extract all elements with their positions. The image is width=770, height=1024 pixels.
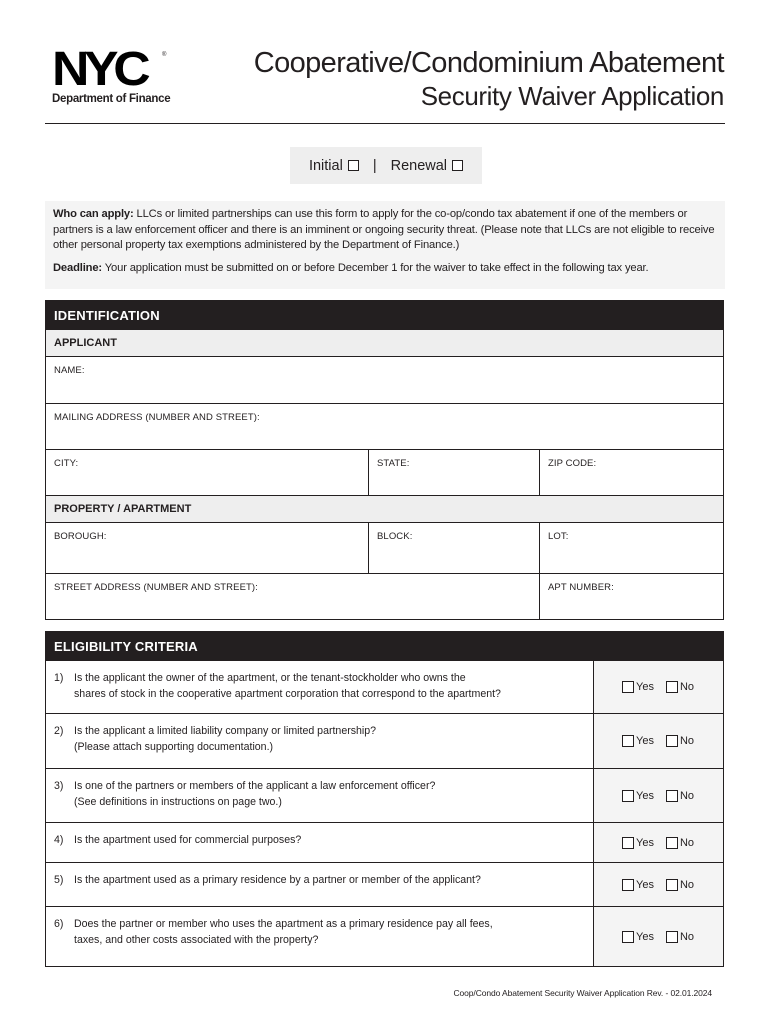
no-label: No [679,836,695,849]
question-text [46,769,594,822]
no-checkbox[interactable] [666,681,678,693]
applicant-heading: APPLICANT [46,330,723,357]
apt-number-field[interactable] [540,574,723,619]
question-number: 6) [54,918,64,930]
mailing-row [46,404,723,450]
eligibility-section [45,631,724,967]
yes-label: Yes [636,836,654,849]
yes-checkbox[interactable] [622,735,634,747]
question-body [74,916,493,966]
borough-block-lot-row [46,523,723,574]
initial-checkbox[interactable] [348,160,359,171]
yes-option [622,879,654,891]
question-row [46,661,723,714]
question-line1: Does the partner or member who uses the apartment as a primary residence pay all fees, [74,918,493,930]
yes-checkbox[interactable] [622,879,634,891]
yes-checkbox[interactable] [622,837,634,849]
no-checkbox[interactable] [666,790,678,802]
renewal-option [391,158,463,174]
form-revision-footer: Coop/Condo Abatement Security Waiver Application Rev. - 02.01.2024 [453,988,712,998]
question-line2: (Please attach supporting documentation.) [74,741,274,753]
no-checkbox[interactable] [666,837,678,849]
yes-label: Yes [636,789,654,802]
question-body: Is the apartment used for commercial purposes? [74,834,302,846]
no-label: No [679,930,695,943]
answer-options [594,907,723,966]
answer-options [594,823,723,862]
yes-checkbox[interactable] [622,681,634,693]
type-separator: | [372,157,377,174]
city-state-zip-row [46,450,723,496]
renewal-label: Renewal [390,157,448,174]
identification-heading: IDENTIFICATION [46,301,723,330]
who-can-apply [53,207,717,254]
question-number: 1) [54,672,64,684]
no-label: No [679,681,695,693]
block-label: BLOCK: [377,531,413,542]
no-option [666,790,694,802]
form-title-line1: Cooperative/Condominium Abatement [253,47,724,79]
no-label: No [679,789,695,802]
no-option [666,735,694,747]
no-option [666,931,694,943]
application-type-box [290,147,482,184]
question-body: Is the apartment used as a primary residence by a partner or member of the applicant? [74,874,481,886]
question-text [46,863,594,906]
yes-label: Yes [636,878,654,891]
name-field[interactable] [46,357,723,403]
deadline-label: Deadline: [53,261,103,274]
question-number: 5) [54,874,64,886]
state-field[interactable] [369,450,540,495]
no-checkbox[interactable] [666,735,678,747]
renewal-checkbox[interactable] [452,160,463,171]
no-option [666,837,694,849]
initial-label: Initial [308,157,343,174]
question-number: 3) [54,780,64,792]
borough-field[interactable] [46,523,369,573]
zip-label: ZIP CODE: [548,458,597,469]
department-name: Department of Finance [52,93,171,105]
name-label: NAME: [54,365,85,376]
question-line2: (See definitions in instructions on page two.) [74,796,282,808]
nyc-logo-mark: NYC [52,43,146,96]
street-apt-row [46,574,723,619]
yes-label: Yes [636,681,654,693]
zip-field[interactable] [540,450,723,495]
yes-option [622,790,654,802]
question-number: 4) [54,834,64,846]
eligibility-heading: ELIGIBILITY CRITERIA [46,632,723,661]
question-row [46,823,723,863]
question-body [74,723,376,768]
yes-checkbox[interactable] [622,790,634,802]
answer-options [594,769,723,822]
question-text [46,661,594,713]
initial-option [309,158,359,174]
answer-options [594,714,723,768]
yes-label: Yes [636,930,654,943]
question-line1: Is one of the partners or members of the applicant a law enforcement officer? [74,780,436,792]
no-label: No [679,878,695,891]
question-line1: Is the applicant a limited liability company or limited partnership? [74,725,377,737]
mailing-label: MAILING ADDRESS (NUMBER AND STREET): [54,412,260,423]
no-option [666,681,694,693]
yes-option [622,931,654,943]
who-text: LLCs or limited partnerships can use this form to apply for the co-op/condo tax abatement if one of the members or partners is a law enforcement officer and there is an imminent or ongoing security threat. (Please note that LLCs are not eligible to receive other personal property tax exemptions administered by the Department of Finance.) [53,208,715,251]
name-row [46,357,723,404]
apt-label: APT NUMBER: [548,582,614,593]
who-label: Who can apply: [53,208,134,220]
lot-field[interactable] [540,523,723,573]
eligibility-info [45,201,725,289]
block-field[interactable] [369,523,540,573]
question-row [46,863,723,907]
registered-mark: ® [162,52,167,58]
yes-option [622,681,654,693]
deadline [53,261,717,277]
answer-options [594,863,723,906]
city-field[interactable] [46,450,369,495]
question-text [46,823,594,862]
question-line1: Is the applicant the owner of the apartment, or the tenant-stockholder who owns the [74,672,466,684]
yes-checkbox[interactable] [622,931,634,943]
question-row [46,714,723,769]
question-text [46,714,594,768]
identification-section [45,300,724,620]
question-line2: taxes, and other costs associated with the property? [74,934,319,946]
street-address-field[interactable] [46,574,540,619]
mailing-address-field[interactable] [46,404,723,449]
yes-option [622,837,654,849]
question-number: 2) [54,725,64,737]
question-line2: shares of stock in the cooperative apartment corporation that correspond to the apartment? [74,688,501,700]
form-title [254,46,724,112]
deadline-text: Your application must be submitted on or before December 1 for the waiver to take effect in the following tax year. [102,261,649,274]
property-heading: PROPERTY / APARTMENT [46,496,723,523]
question-row [46,907,723,966]
question-body [74,778,435,822]
nyc-dof-logo [52,43,197,105]
no-label: No [679,735,695,747]
no-option [666,879,694,891]
header-rule [45,123,725,124]
borough-label: BOROUGH: [54,531,107,542]
no-checkbox[interactable] [666,931,678,943]
no-checkbox[interactable] [666,879,678,891]
yes-option [622,735,654,747]
street-label: STREET ADDRESS (NUMBER AND STREET): [54,582,258,593]
answer-options [594,661,723,713]
question-body [74,670,501,713]
state-label: STATE: [377,458,410,469]
yes-label: Yes [636,735,654,747]
city-label: CITY: [54,458,79,469]
lot-label: LOT: [548,531,569,542]
question-text [46,907,594,966]
form-title-line2: Security Waiver Application [420,81,724,111]
question-row [46,769,723,823]
